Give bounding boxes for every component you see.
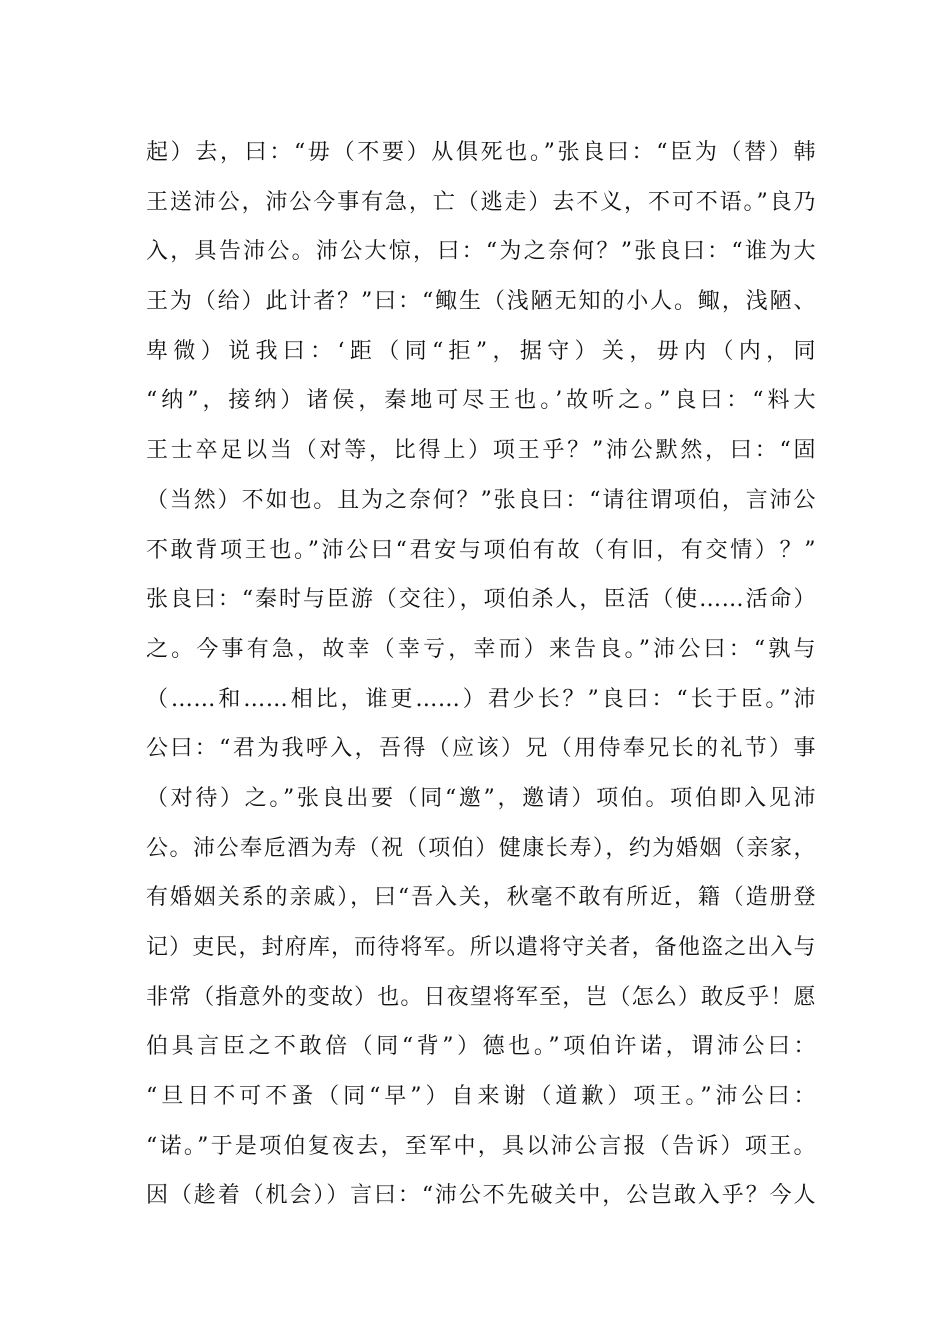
text-line: （对待）之。”张良出要（同“邀”，邀请）项伯。项伯即入见沛: [146, 785, 816, 811]
text-line: 王送沛公，沛公今事有急，亡（逃走）去不义，不可不语。”良乃: [146, 189, 816, 215]
text-line: （当然）不如也。且为之奈何？”张良曰：“请往谓项伯，言沛公: [146, 487, 816, 513]
text-line: 伯具言臣之不敢倍（同“背”）德也。”项伯许诺，谓沛公曰：: [146, 1034, 816, 1060]
text-line: 不敢背项王也。”沛公曰“君安与项伯有故（有旧，有交情）？”: [146, 537, 816, 563]
text-line: 王为（给）此计者？”曰：“鲰生（浅陋无知的小人。鲰，浅陋、: [146, 289, 816, 315]
text-line: “纳”，接纳）诸侯，秦地可尽王也。’故听之。”良曰：“料大: [146, 388, 816, 414]
text-line: 张良曰：“秦时与臣游（交往），项伯杀人，臣活（使……活命）: [146, 587, 816, 613]
text-line: “诺。”于是项伯复夜去，至军中，具以沛公言报（告诉）项王。: [146, 1133, 816, 1159]
text-line: 王士卒足以当（对等，比得上）项王乎？”沛公默然，曰：“固: [146, 438, 816, 464]
text-line: 公。沛公奉卮酒为寿（祝（项伯）健康长寿），约为婚姻（亲家，: [146, 835, 816, 861]
text-line: 因（趁着（机会））言曰：“沛公不先破关中，公岂敢入乎？今人: [146, 1183, 816, 1209]
text-line: 入，具告沛公。沛公大惊，曰：“为之奈何？”张良曰：“谁为大: [146, 239, 816, 265]
text-line: （……和……相比，谁更……）君少长？”良曰：“长于臣。”沛: [146, 686, 816, 712]
text-line: 之。今事有急，故幸（幸亏，幸而）来告良。”沛公曰：“孰与: [146, 636, 816, 662]
text-line: 非常（指意外的变故）也。日夜望将军至，岂（怎么）敢反乎！愿: [146, 984, 816, 1010]
body-text: [146, 133, 816, 1226]
text-line: 有婚姻关系的亲戚），曰“吾入关，秋毫不敢有所近，籍（造册登: [146, 885, 816, 911]
text-line: 卑微）说我曰：‘距（同“拒”，据守）关，毋内（内，同: [146, 338, 816, 364]
text-line: 记）吏民，封府库，而待将军。所以遣将守关者，备他盗之出入与: [146, 935, 816, 960]
text-line: 公曰：“君为我呼入，吾得（应该）兄（用侍奉兄长的礼节）事: [146, 736, 816, 762]
text-line: “旦日不可不蚤（同“早”）自来谢（道歉）项王。”沛公曰：: [146, 1084, 816, 1110]
text-line: 起）去，曰：“毋（不要）从俱死也。”张良曰：“臣为（替）韩: [146, 140, 816, 165]
